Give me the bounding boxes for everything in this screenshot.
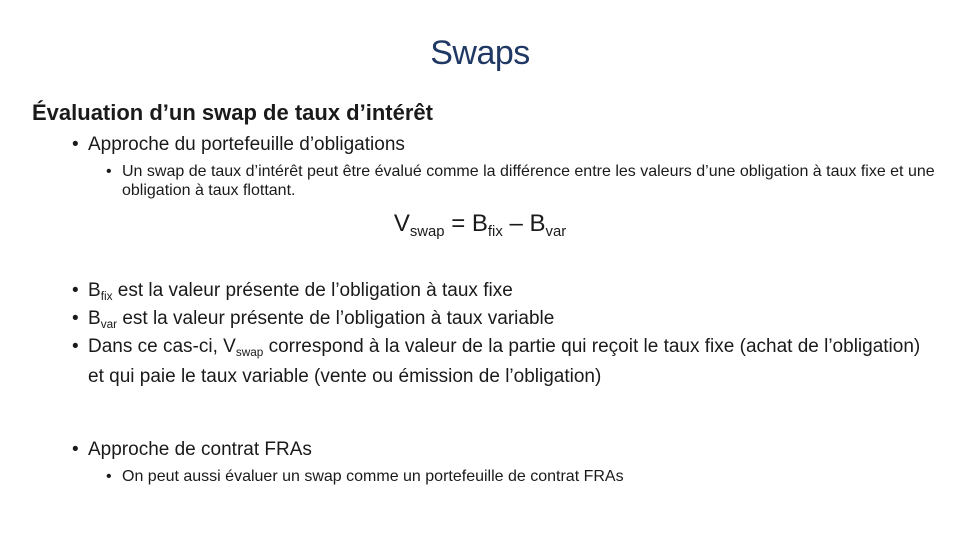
bullet-bvar — [72, 307, 928, 337]
bfix-b: B — [88, 280, 101, 301]
formula-v-sub: swap — [409, 224, 445, 241]
vswap-text: correspond à la valeur de la partie qui reçoit le taux fixe (achat de l’obligation) et qui paie le taux variable (vente ou émission de l’obligation) — [88, 336, 921, 388]
bvar-b: B — [88, 308, 101, 329]
bvar-text: est la valeur présente de l’obligation à taux variable — [117, 308, 555, 329]
bullet-dot: • — [72, 336, 79, 357]
bullet-approach-fra — [72, 438, 928, 462]
formula-var-sub: var — [545, 224, 567, 241]
bullet-dot: • — [106, 163, 112, 180]
bullet-dot: • — [72, 439, 79, 460]
formula-minus-b: – B — [502, 210, 546, 237]
bullet-approach-portfolio — [72, 133, 928, 157]
bvar-sub: var — [100, 318, 118, 332]
portfolio-description: Un swap de taux d’intérêt peut être évalué comme la différence entre les valeurs d’une obligation à taux fixe et une obligation à taux flottant. — [122, 163, 935, 199]
sub-bullet-fra — [106, 467, 952, 486]
approach-fra-label: Approche de contrat FRAs — [88, 439, 312, 460]
bfix-sub: fix — [100, 290, 113, 304]
formula-fix-sub: fix — [487, 224, 503, 241]
formula-eq-b: = B — [444, 210, 488, 237]
vswap-sub: swap — [235, 346, 264, 360]
bullet-dot: • — [72, 308, 79, 329]
formula-v: V — [393, 210, 410, 237]
fra-description: On peut aussi évaluer un swap comme un portefeuille de contrat FRAs — [122, 468, 624, 485]
slide-title: Swaps — [430, 34, 530, 72]
vswap-pre: Dans ce cas-ci, V — [88, 336, 236, 357]
bullet-vswap — [72, 335, 928, 389]
bfix-text: est la valeur présente de l’obligation à taux fixe — [112, 280, 513, 301]
valuation-formula — [0, 210, 960, 240]
sub-bullet-portfolio — [106, 162, 952, 200]
section-heading: Évaluation d’un swap de taux d’intérêt — [32, 100, 433, 125]
approach-portfolio-label: Approche du portefeuille d’obligations — [88, 134, 405, 155]
bullet-dot: • — [106, 468, 112, 485]
bullet-dot: • — [72, 280, 79, 301]
bullet-dot: • — [72, 134, 79, 155]
bullet-bfix — [72, 279, 928, 309]
